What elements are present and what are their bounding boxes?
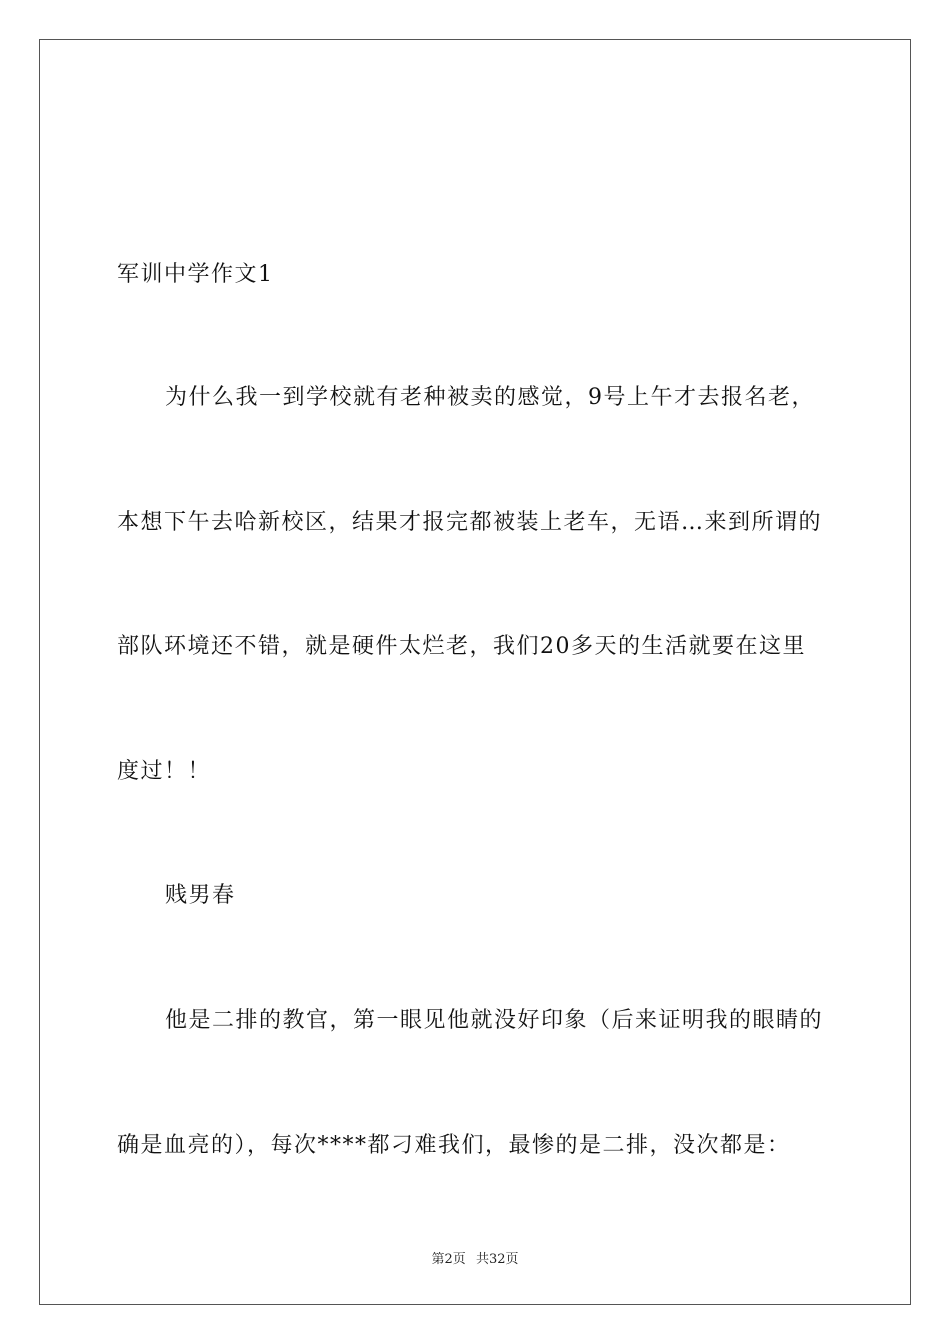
- paragraph-line-2: 本想下午去哈新校区，结果才报完都被装上老车，无语…来到所谓的: [117, 510, 823, 535]
- paragraph-line-6: 确是血亮的），每次****都刁难我们，最惨的是二排，没次都是：: [117, 1133, 791, 1158]
- paragraph-line-4: 度过！！: [117, 759, 212, 784]
- page-footer: [0, 1248, 950, 1267]
- page-number: 第2页: [431, 1252, 466, 1267]
- paragraph-line-5: 他是二排的教官，第一眼见他就没好印象（后来证明我的眼睛的: [165, 1008, 824, 1033]
- paragraph-line-1: 为什么我一到学校就有老种被卖的感觉，9号上午才去报名老，: [165, 385, 815, 410]
- document-title: 军训中学作文1: [117, 262, 274, 287]
- page-total: 共32页: [475, 1252, 519, 1267]
- page-border: [39, 39, 911, 1305]
- section-heading: 贱男春: [165, 883, 236, 908]
- paragraph-line-3: 部队环境还不错，就是硬件太烂老，我们20多天的生活就要在这里: [117, 634, 806, 659]
